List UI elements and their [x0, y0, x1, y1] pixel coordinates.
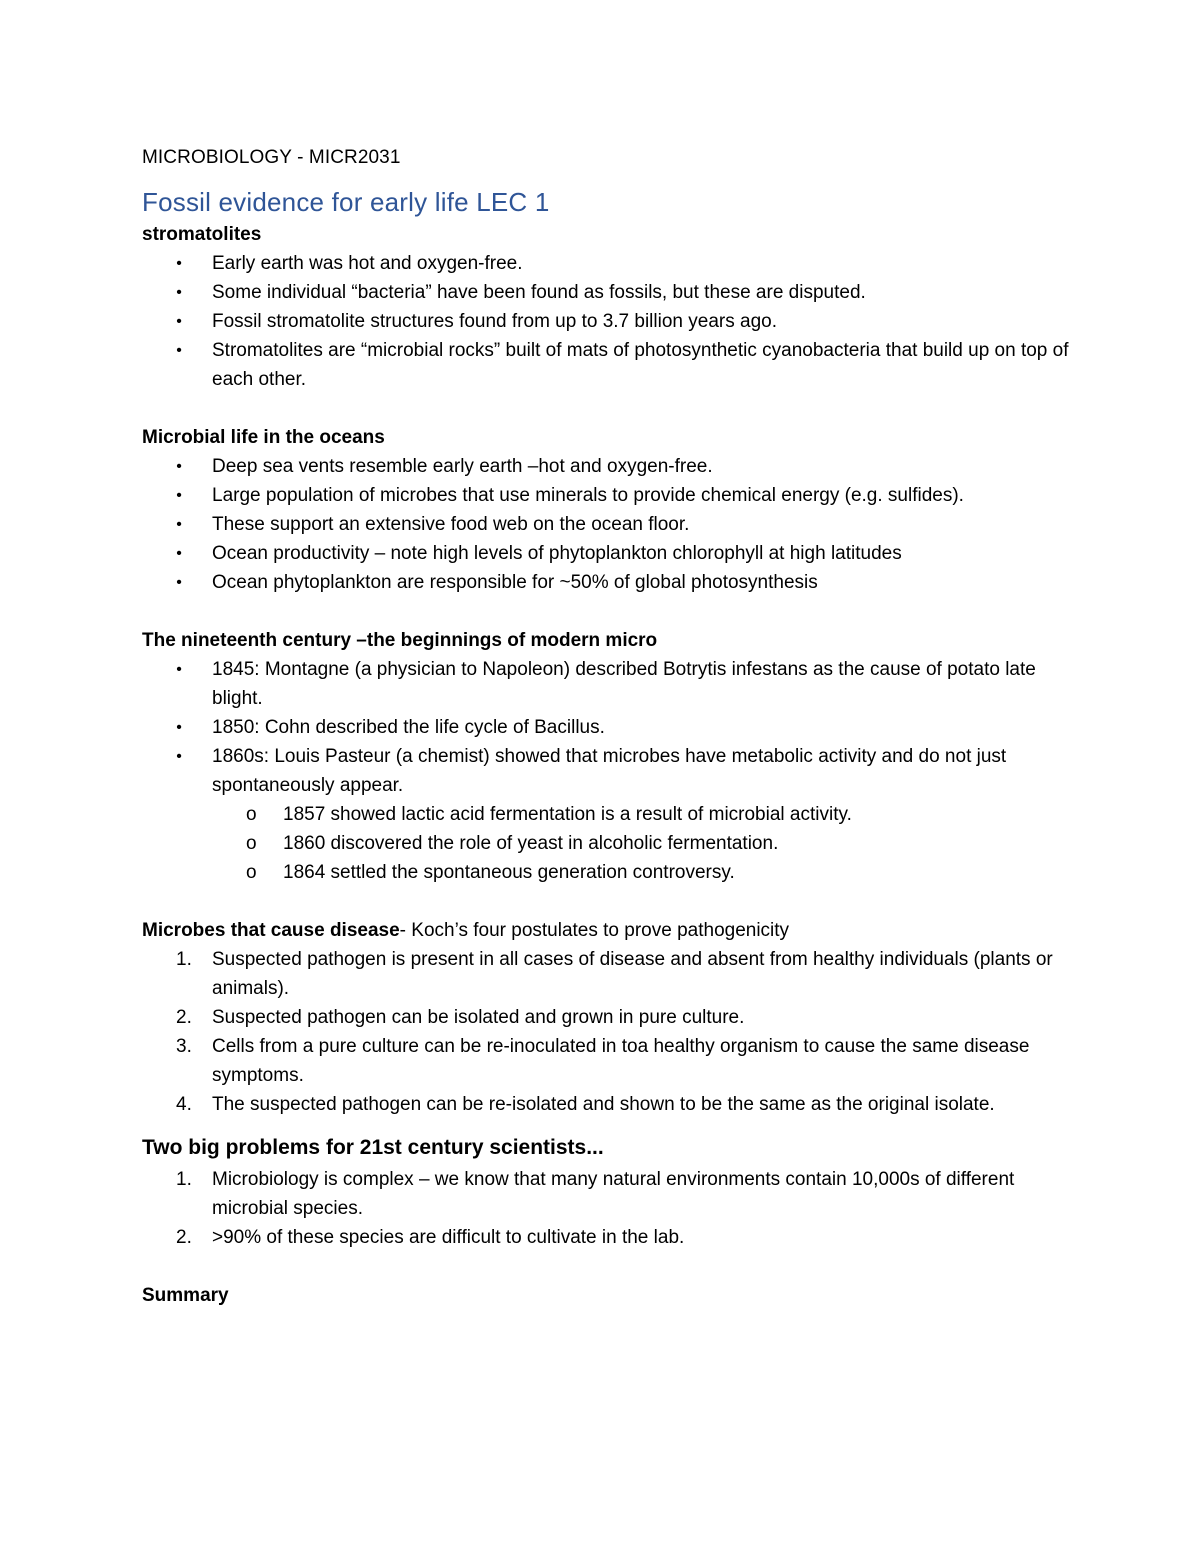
bullet-icon: •: [176, 661, 182, 678]
hollow-bullet-icon: o: [246, 804, 257, 825]
list-item-text: Suspected pathogen is present in all cases of disease and absent from healthy individuals (plants or animals).: [212, 949, 1053, 999]
list-item: [142, 568, 1082, 597]
hollow-bullet-icon: o: [246, 833, 257, 854]
list-item: [142, 1003, 1082, 1032]
list-item-text: These support an extensive food web on the ocean floor.: [212, 514, 690, 535]
list-number: 2.: [176, 1007, 192, 1028]
list-item: [142, 539, 1082, 568]
sub-list-item-text: 1857 showed lactic acid fermentation is a result of microbial activity.: [283, 804, 852, 825]
list-item-text: Early earth was hot and oxygen-free.: [212, 253, 523, 274]
list-item-text: Ocean productivity – note high levels of phytoplankton chlorophyll at high latitudes: [212, 543, 902, 564]
list-item-text: 1860s: Louis Pasteur (a chemist) showed that microbes have metabolic activity and do not just spontaneously appear.: [212, 746, 1007, 796]
list-item: [142, 278, 1082, 307]
section-title-disease-bold: Microbes that cause disease: [142, 920, 400, 941]
list-item: [142, 249, 1082, 278]
bullet-list-nineteenth-century: [142, 655, 1082, 887]
bullet-icon: •: [176, 342, 182, 359]
list-number: 1.: [176, 949, 192, 970]
bullet-icon: •: [176, 458, 182, 475]
section-title-disease: [142, 916, 1082, 945]
numbered-list-koch-postulates: [142, 945, 1082, 1119]
bullet-list-oceans: [142, 452, 1082, 597]
list-number: 3.: [176, 1036, 192, 1057]
list-item-text: The suspected pathogen can be re-isolated and shown to be the same as the original isolate.: [212, 1094, 995, 1115]
list-item-text: Ocean phytoplankton are responsible for ~50% of global photosynthesis: [212, 572, 818, 593]
section-title-oceans: Microbial life in the oceans: [142, 427, 385, 448]
list-item: [142, 336, 1082, 394]
list-item: [142, 713, 1082, 742]
list-item-text: Cells from a pure culture can be re-inoculated in toa healthy organism to cause the same disease symptoms.: [212, 1036, 1030, 1086]
hollow-bullet-icon: o: [246, 862, 257, 883]
list-item-text: Fossil stromatolite structures found from up to 3.7 billion years ago.: [212, 311, 777, 332]
sub-list-item: [142, 858, 1082, 887]
section-heading-problems: Two big problems for 21st century scientists...: [142, 1136, 604, 1159]
list-item-text: >90% of these species are difficult to cultivate in the lab.: [212, 1227, 685, 1248]
sub-list-item-text: 1860 discovered the role of yeast in alcoholic fermentation.: [283, 833, 779, 854]
list-item-text: Large population of microbes that use minerals to provide chemical energy (e.g. sulfides).: [212, 485, 964, 506]
list-item: [142, 1032, 1082, 1090]
bullet-icon: •: [176, 719, 182, 736]
section-title-summary: Summary: [142, 1285, 229, 1306]
bullet-icon: •: [176, 545, 182, 562]
page-title: Fossil evidence for early life LEC 1: [142, 187, 550, 217]
sub-list-item-text: 1864 settled the spontaneous generation controversy.: [283, 862, 735, 883]
list-number: 1.: [176, 1169, 192, 1190]
list-item: [142, 510, 1082, 539]
list-item-text: 1850: Cohn described the life cycle of Bacillus.: [212, 717, 605, 738]
list-item-text: 1845: Montagne (a physician to Napoleon) described Botrytis infestans as the cause of potato late blight.: [212, 659, 1036, 709]
bullet-icon: •: [176, 516, 182, 533]
list-item: [142, 742, 1082, 800]
list-item-text: Stromatolites are “microbial rocks” built of mats of photosynthetic cyanobacteria that build up on top of each other.: [212, 340, 1069, 390]
bullet-icon: •: [176, 748, 182, 765]
list-item: [142, 1165, 1082, 1223]
list-number: 4.: [176, 1094, 192, 1115]
list-item: [142, 1090, 1082, 1119]
bullet-icon: •: [176, 487, 182, 504]
list-item-text: Suspected pathogen can be isolated and grown in pure culture.: [212, 1007, 745, 1028]
numbered-list-problems: [142, 1165, 1082, 1252]
sub-list-item: [142, 800, 1082, 829]
bullet-list-stromatolites: [142, 249, 1082, 394]
list-item: [142, 1223, 1082, 1252]
list-item: [142, 655, 1082, 713]
list-item-text: Some individual “bacteria” have been found as fossils, but these are disputed.: [212, 282, 866, 303]
section-title-disease-rest: - Koch’s four postulates to prove pathogenicity: [399, 920, 790, 941]
list-item-text: Microbiology is complex – we know that many natural environments contain 10,000s of different microbial species.: [212, 1169, 1015, 1219]
list-item-text: Deep sea vents resemble early earth –hot and oxygen-free.: [212, 456, 713, 477]
list-number: 2.: [176, 1227, 192, 1248]
bullet-icon: •: [176, 255, 182, 272]
list-item: [142, 452, 1082, 481]
section-title-nineteenth-century: The nineteenth century –the beginnings of modern micro: [142, 630, 658, 651]
bullet-icon: •: [176, 313, 182, 330]
list-item: [142, 945, 1082, 1003]
document-body: [142, 143, 1082, 1310]
list-item: [142, 307, 1082, 336]
section-title-stromatolites: stromatolites: [142, 224, 262, 245]
course-header: MICROBIOLOGY - MICR2031: [142, 147, 401, 168]
bullet-icon: •: [176, 574, 182, 591]
bullet-icon: •: [176, 284, 182, 301]
sub-list-item: [142, 829, 1082, 858]
list-item: [142, 481, 1082, 510]
